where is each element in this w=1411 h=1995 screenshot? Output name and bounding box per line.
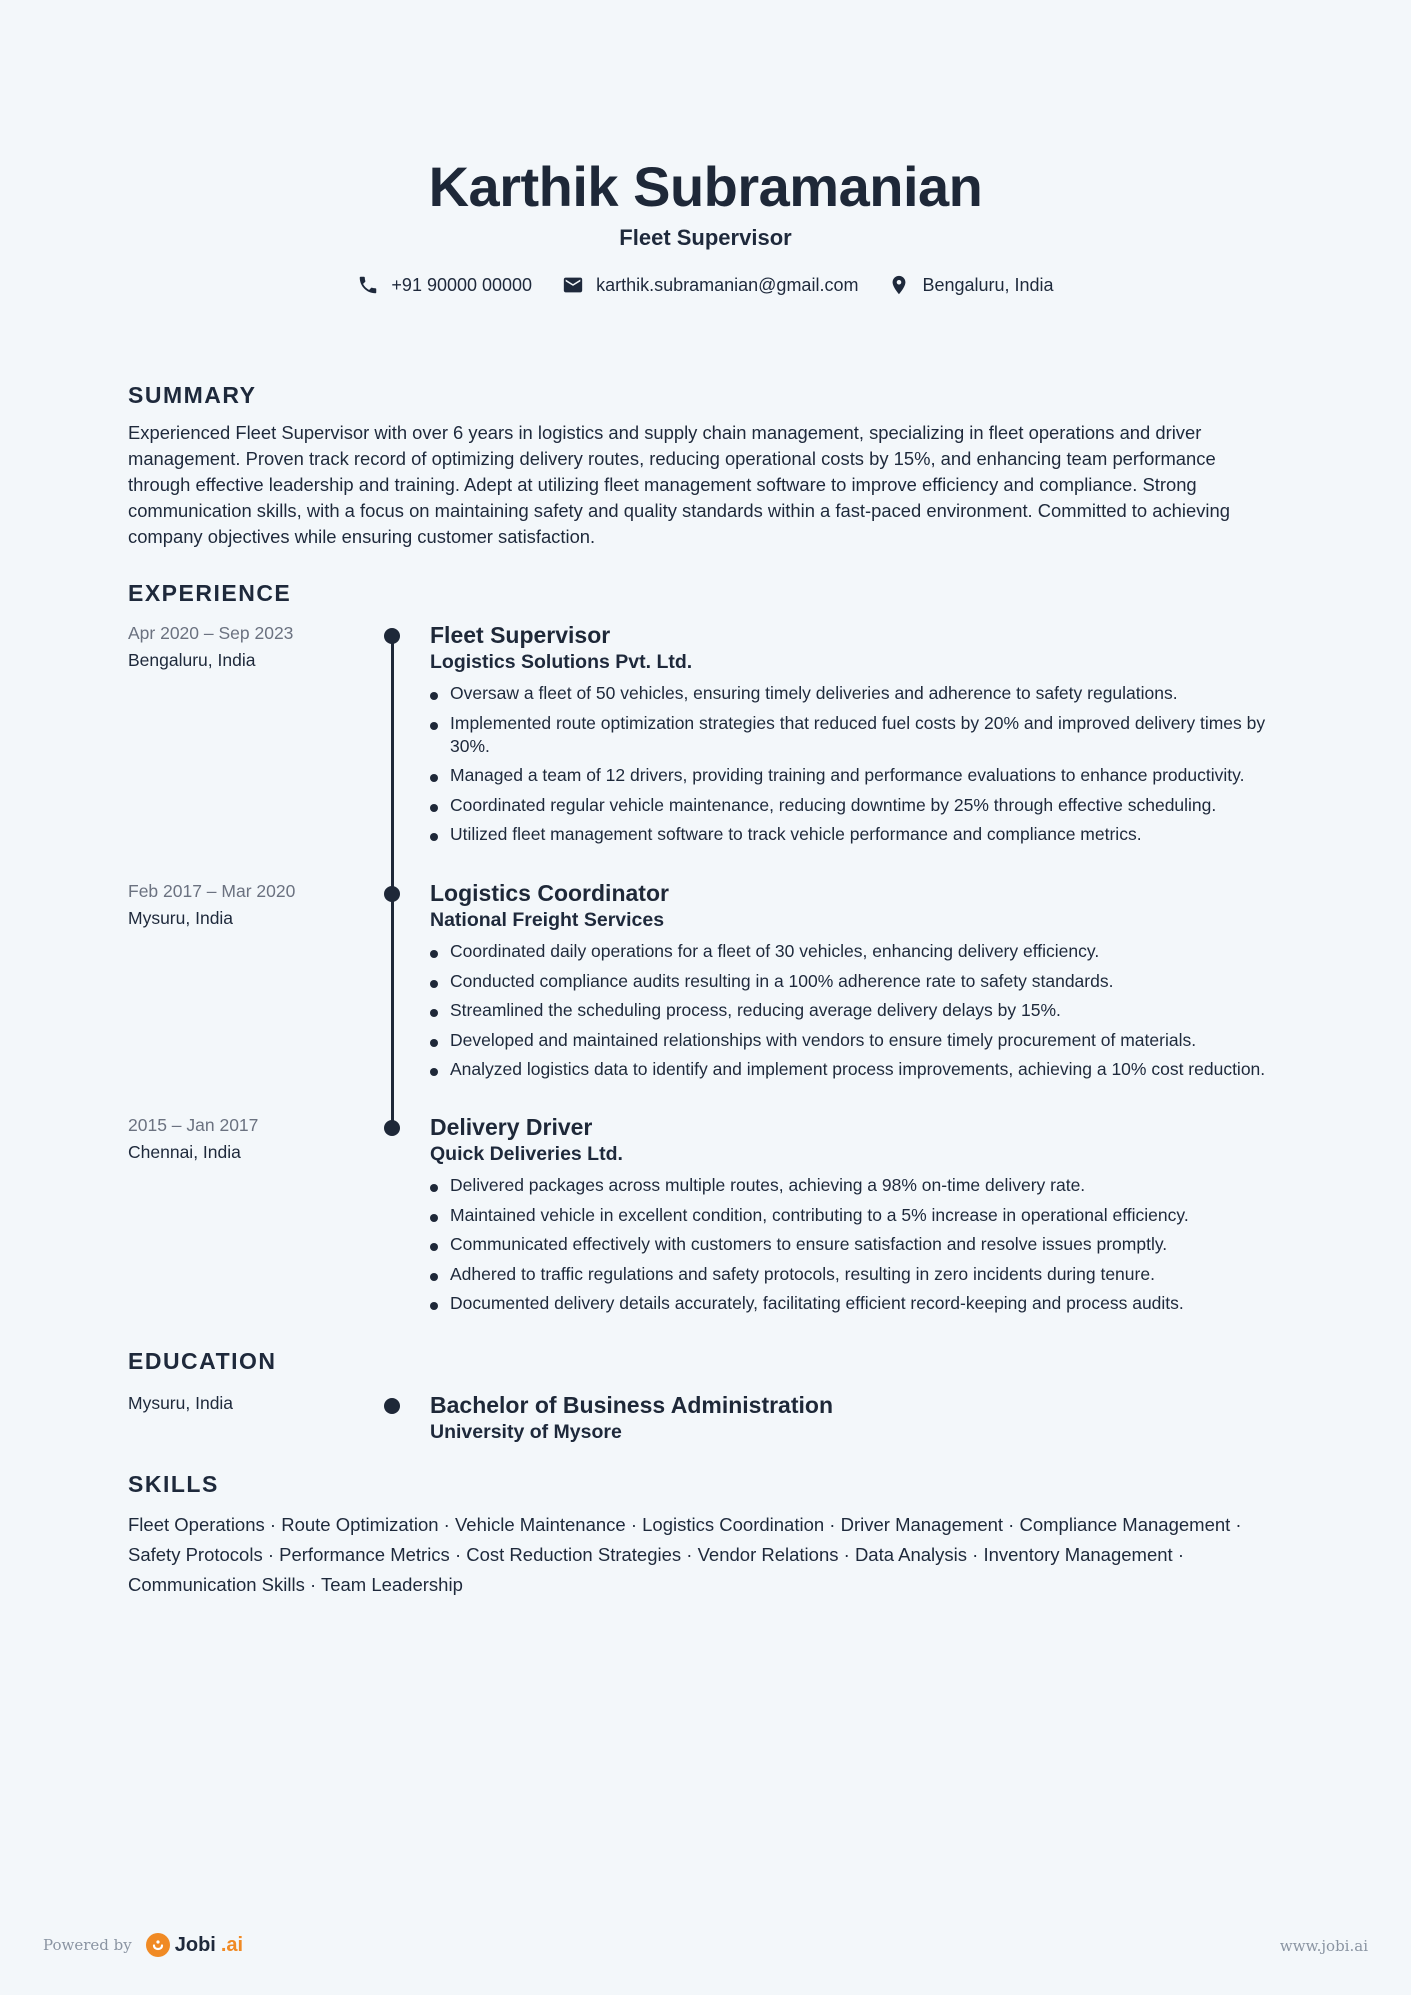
bullet-item: Streamlined the scheduling process, reducing average delivery delays by 15%. <box>430 999 1283 1022</box>
jobi-logo[interactable] <box>146 1933 243 1957</box>
email-text: karthik.subramanian@gmail.com <box>596 274 859 295</box>
timeline-line <box>391 636 394 892</box>
phone-text: +91 90000 00000 <box>391 274 533 295</box>
bullet-list <box>430 682 1283 846</box>
company-name: Logistics Solutions Pvt. Ltd. <box>430 651 693 673</box>
candidate-name: Karthik Subramanian <box>428 155 983 218</box>
experience-location: Chennai, India <box>128 1142 241 1162</box>
experience-dates: Apr 2020 – Sep 2023 <box>128 623 294 643</box>
bullet-item: Oversaw a fleet of 50 vehicles, ensuring timely deliveries and adherence to safety regulations. <box>430 682 1283 705</box>
bullet-item: Maintained vehicle in excellent condition, contributing to a 5% increase in operational efficiency. <box>430 1204 1283 1227</box>
bullet-item: Managed a team of 12 drivers, providing training and performance evaluations to enhance productivity. <box>430 764 1283 787</box>
experience-entry <box>128 620 1283 878</box>
bullet-list <box>430 940 1283 1081</box>
phone-icon <box>357 274 379 296</box>
education-location: Mysuru, India <box>128 1393 234 1413</box>
location-pin-icon <box>888 274 910 296</box>
mail-icon <box>562 274 584 296</box>
experience-meta <box>128 878 384 1112</box>
bullet-item: Documented delivery details accurately, facilitating efficient record-keeping and process audits. <box>430 1292 1283 1315</box>
jobi-logo-icon <box>146 1933 170 1957</box>
contact-phone[interactable] <box>357 274 532 296</box>
job-title: Delivery Driver <box>430 1114 593 1140</box>
logo-text-accent: .ai <box>220 1933 244 1956</box>
timeline-dot <box>384 1398 400 1414</box>
timeline-dot <box>384 1120 400 1136</box>
experience-body <box>430 620 1283 878</box>
experience-heading: EXPERIENCE <box>128 580 292 606</box>
experience-body <box>430 878 1283 1112</box>
timeline-line <box>391 894 394 1126</box>
degree-title: Bachelor of Business Administration <box>430 1392 833 1418</box>
bullet-item: Developed and maintained relationships with vendors to ensure timely procurement of materials. <box>430 1029 1283 1052</box>
experience-dates: Feb 2017 – Mar 2020 <box>128 881 296 901</box>
education-body <box>430 1390 1283 1444</box>
contact-location <box>888 274 1053 296</box>
bullet-list <box>430 1174 1283 1315</box>
company-name: Quick Deliveries Ltd. <box>430 1143 623 1165</box>
summary-heading: SUMMARY <box>128 382 257 408</box>
bullet-item: Conducted compliance audits resulting in a 100% adherence rate to safety standards. <box>430 970 1283 993</box>
bullet-item: Communicated effectively with customers to ensure satisfaction and resolve issues promptly. <box>430 1233 1283 1256</box>
summary-text: Experienced Fleet Supervisor with over 6 years in logistics and supply chain management, specializing in fleet operations and driver management. Proven track record of optimizing delivery routes, reducing operational costs by 15%, and enhancing team performance through effective leadership and training. Adept at utilizing fleet management software to improve efficiency and compliance. Strong communication skills, with a focus on maintaining safety and quality standards within a fast-paced environment. Committed to achieving company objectives while ensuring customer satisfaction. <box>128 422 1230 547</box>
company-name: National Freight Services <box>430 909 665 931</box>
powered-by-label: Powered by <box>43 1936 132 1954</box>
experience-entry <box>128 878 1283 1112</box>
bullet-item: Coordinated daily operations for a fleet of 30 vehicles, enhancing delivery efficiency. <box>430 940 1283 963</box>
education-entry <box>128 1390 1283 1444</box>
experience-entry <box>128 1112 1283 1346</box>
contact-bar <box>128 274 1283 296</box>
skills-text: Fleet Operations · Route Optimization · Vehicle Maintenance · Logistics Coordination · Driver Management · Compliance Management · Safety Protocols · Performance Metrics · Cost Reduction Strategies · Vendor Relations · Data Analysis · Inventory Management · Communication Skills · Team Leadership <box>128 1514 1242 1595</box>
school-name: University of Mysore <box>430 1421 622 1443</box>
bullet-item: Utilized fleet management software to track vehicle performance and compliance metrics. <box>430 823 1283 846</box>
experience-location: Mysuru, India <box>128 908 234 928</box>
skills-heading: SKILLS <box>128 1471 219 1497</box>
education-meta <box>128 1390 384 1444</box>
resume-header <box>128 0 1283 296</box>
job-title: Fleet Supervisor <box>430 622 611 648</box>
footer-powered-by <box>43 1933 243 1957</box>
logo-text-main: Jobi <box>174 1933 216 1956</box>
experience-dates: 2015 – Jan 2017 <box>128 1115 259 1135</box>
education-heading: EDUCATION <box>128 1348 277 1374</box>
experience-location: Bengaluru, India <box>128 650 256 670</box>
bullet-item: Coordinated regular vehicle maintenance, reducing downtime by 25% through effective scheduling. <box>430 794 1283 817</box>
candidate-role: Fleet Supervisor <box>619 225 792 250</box>
experience-body <box>430 1112 1283 1346</box>
resume-page <box>128 0 1283 1595</box>
location-text: Bengaluru, India <box>922 274 1054 295</box>
experience-list <box>128 620 1283 1346</box>
experience-meta <box>128 1112 384 1346</box>
bullet-item: Analyzed logistics data to identify and implement process improvements, achieving a 10% cost reduction. <box>430 1058 1283 1081</box>
bullet-item: Delivered packages across multiple routes, achieving a 98% on-time delivery rate. <box>430 1174 1283 1197</box>
bullet-item: Implemented route optimization strategies that reduced fuel costs by 20% and improved delivery times by 30%. <box>430 712 1283 758</box>
job-title: Logistics Coordinator <box>430 880 669 906</box>
footer-website-link[interactable]: www.jobi.ai <box>1279 1937 1368 1955</box>
bullet-item: Adhered to traffic regulations and safety protocols, resulting in zero incidents during tenure. <box>430 1263 1283 1286</box>
contact-email[interactable] <box>562 274 858 296</box>
experience-meta <box>128 620 384 878</box>
